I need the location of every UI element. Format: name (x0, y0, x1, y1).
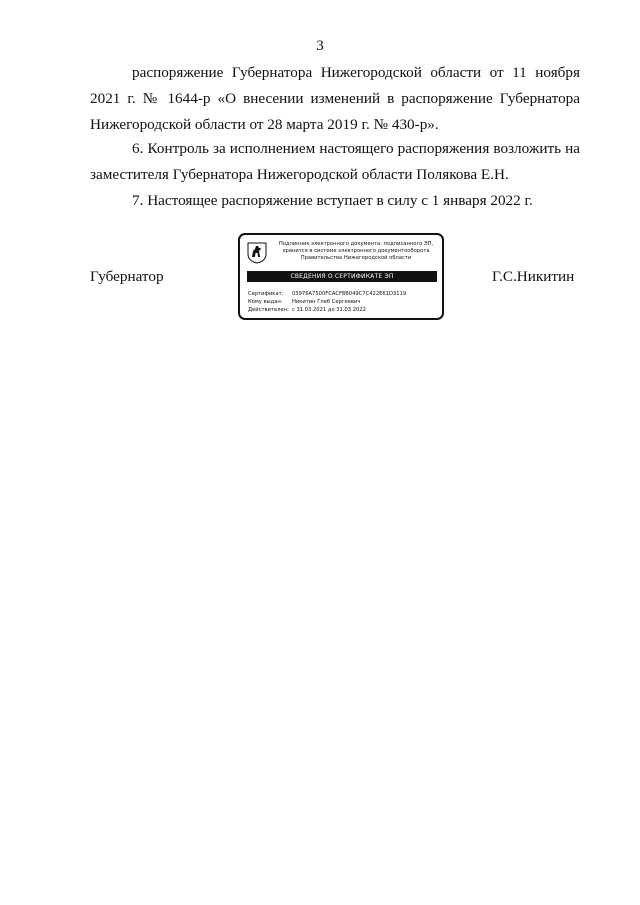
coat-of-arms-icon (247, 242, 267, 264)
stamp-header (272, 241, 440, 262)
certificate-row (248, 290, 406, 298)
certificate-details (248, 290, 406, 314)
issued-to-row (248, 298, 406, 306)
validity-value: с 31.03.2021 до 31.03.2022 (292, 307, 366, 313)
certificate-value: 03976A7500FCACF8B049C7C422E61D3119 (292, 291, 407, 297)
validity-label: Действителен: (248, 307, 289, 313)
stamp-header-line: хранится в системе электронного документооборота (282, 248, 430, 254)
signatory-name: Г.С.Никитин (492, 268, 575, 285)
certificate-info-bar: СВЕДЕНИЯ О СЕРТИФИКАТЕ ЭП (247, 271, 437, 282)
paragraph-order-reference: распоряжение Губернатора Нижегородской области от 11 ноября 2021 г. № 1644-р «О внесении изменений в распоряжение Губернатора Нижегородской области от 28 марта 2019 г. № 430-р». (90, 64, 580, 133)
digital-signature-stamp (238, 233, 444, 320)
issued-to-value: Никитин Глеб Сергеевич (292, 299, 361, 305)
signatory-position: Губернатор (90, 268, 164, 285)
paragraph-item-7: 7. Настоящее распоряжение вступает в силу с 1 января 2022 г. (132, 192, 533, 209)
paragraph-item-6: 6. Контроль за исполнением настоящего распоряжения возложить на заместителя Губернатора Нижегородской области Полякова Е.Н. (90, 140, 580, 183)
issued-to-label: Кому выдан: (248, 299, 283, 305)
certificate-label: Сертификат: (248, 291, 284, 297)
page-number: 3 (316, 38, 324, 54)
validity-row (248, 306, 406, 314)
stamp-header-line: Правительства Нижегородской области (300, 255, 412, 261)
stamp-header-line: Подлинник электронного документа, подписанного ЭП, (278, 241, 434, 247)
